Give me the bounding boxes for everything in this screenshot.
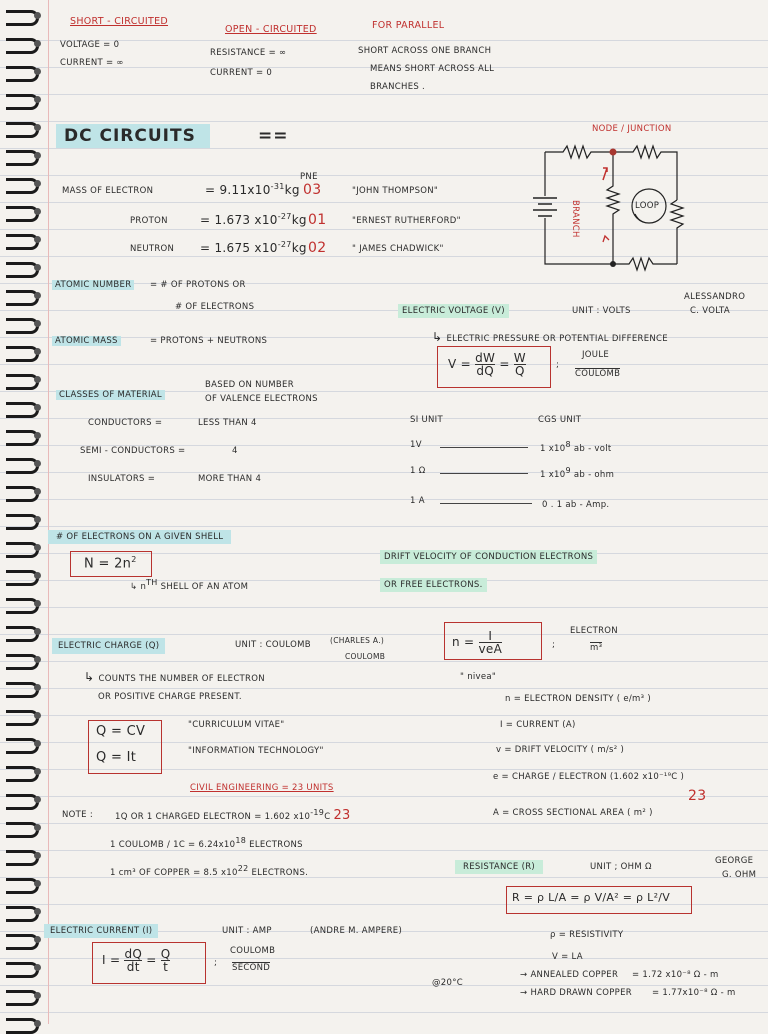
binding-coil (0, 64, 44, 82)
parallel-line-3: BRANCHES . (370, 82, 426, 92)
binding-coil (0, 92, 44, 110)
pne-label: PNE (300, 172, 318, 182)
drift-line-1: DRIFT VELOCITY OF CONDUCTION ELECTRONS (380, 550, 597, 564)
si-unit: 1 Ω (410, 466, 426, 476)
particle-label: PROTON (130, 216, 168, 226)
charge-formula-2: Q = It (96, 750, 137, 765)
binding-coil (0, 708, 44, 726)
binding-coil (0, 848, 44, 866)
si-unit-header: SI UNIT (410, 415, 443, 425)
atomic-number-def-2: # OF ELECTRONS (175, 302, 255, 312)
material-value: 4 (232, 446, 238, 456)
heading-mark: == (258, 126, 289, 146)
loop-label: LOOP (635, 201, 660, 211)
vla-def: V = LA (552, 952, 583, 962)
classes-note-2: OF VALENCE ELECTRONS (205, 394, 318, 404)
atomic-number-label: ATOMIC NUMBER (52, 280, 134, 290)
binding-coil (0, 988, 44, 1006)
short-line-2: CURRENT = ∞ (60, 58, 124, 68)
binding-coil (0, 512, 44, 530)
charge-desc-2: OR POSITIVE CHARGE PRESENT. (98, 692, 242, 702)
binding-coil (0, 344, 44, 362)
binding-coil (0, 596, 44, 614)
binding-coil (0, 736, 44, 754)
nivea-mnemonic: " nivea" (460, 672, 497, 682)
voltage-unit-joule: JOULE (582, 350, 610, 360)
voltage-desc: ↳ ELECTRIC PRESSURE OR POTENTIAL DIFFERENCE (432, 330, 668, 344)
voltage-label: ELECTRIC VOLTAGE (V) (398, 304, 509, 318)
binding-coil (0, 904, 44, 922)
binding-coil (0, 36, 44, 54)
particle-discoverer: "ERNEST RUTHERFORD" (352, 216, 461, 226)
binding-coil (0, 1016, 44, 1034)
binding-coil (0, 624, 44, 642)
unit-connector (440, 447, 528, 448)
definition-item: e = CHARGE / ELECTRON (1.602 x10⁻¹⁹C ) (493, 772, 685, 782)
binding-coil (0, 204, 44, 222)
notebook-page: SHORT - CIRCUITED VOLTAGE = 0 CURRENT = ∞ OPEN - CIRCUITED RESISTANCE = ∞ CURRENT = 0 FOR PARALLEL SHORT ACROSS ONE BRANCH MEANS SHORT ACROSS ALL BRANCHES . DC CIRCUITS == NODE / JUNCTION BRANCH LOOP PNE MASS OF ELECTRON = $9.11x10^{-31}kg$ 03 "JOHN THOMPSON" PROTON = 1.673 $x10^{-27}kg$ 01 "ERNEST RUTHERFORD" NEUTRON = 1.675 $x10^{-27}kg$ 02 " JAMES CHADWICK" ATOMIC NUMBER = # OF PROTONS OR # OF ELECTRONS ELECTRIC VOLTAGE (V) UNIT : VOLTS ALESSANDRO C. VOLTA ↳ ELECTRIC PRESSURE OR POTENTIAL DIFFERENCE V = $\frac{dW}{dQ}$ = $\frac{W}{Q}$ ; JOULE COULOMB ATOMIC MASS = PROTONS + NEUTRONS CLASSES OF MATERIAL BASED ON NUMBER OF VALENCE ELECTRONS CONDUCTORS = LESS THAN 4 SEMI - CONDUCTORS = 4 INSULATORS = MORE THAN 4 SI UNIT CGS UNIT 1V 1 $x10^8$ ab - volt 1 Ω 1 $x10^9$ ab - ohm 1 A 0 . 1 ab - Amp. # OF ELECTRONS ON A GIVEN SHELL $N = 2n^2$ ↳ $n^{TH}$ SHELL OF AN ATOM DRIFT VELOCITY OF CONDUCTION ELECTRONS OR FREE ELECTRONS. ELECTRIC CHARGE (Q) UNIT : COULOMB (CHARLES A.) COULOMB ↳ COUNTS THE NUMBER OF ELECTRON OR POSITIVE CHARGE PRESENT. Q = CV Q = It "CURRICULUM VITAE" "INFORMATION TECHNOLOGY" n = $\frac{I}{\text{veA}}$ ; ELECTRON m³ " nivea" n = ELECTRON DENSITY ( e/m³ ) I = CURRENT (A) v = DRIFT VELOCITY ( m/s² ) e = CHARGE / ELECTRON (1.602 x10⁻¹⁹C ) A = CROSS SECTIONAL AREA ( m² ) CIVIL ENGINEERING = 23 UNITS 23 NOTE : 1Q OR 1 CHARGED ELECTRON = 1.602 $x10^{-19}C$ 23 1 COULOMB / $1C = 6.24x10^{18}$ ELECTRONS 1 cm³ OF COPPER = 8.5 $x10^{22}$ ELECTRONS. RESISTANCE (R) UNIT ; OHM Ω GEORGE G. OHM R = ρ L/A = ρ V/A² = ρ L²/V ρ = RESISTIVITY V = LA @20°C → ANNEALED COPPER = 1.72 x10⁻⁸ Ω - m → HARD DRAWN COPPER = 1.77x10⁻⁸ Ω - m ELECTRIC CURRENT (I) UNIT : AMP (ANDRE M. AMPERE) I = $\frac{dQ}{dt}$ = $\frac{Q}{t}$ ; COULOMB SECOND (0, 0, 768, 1024)
cgs-unit: 1 $x10^8$ ab - volt (540, 440, 612, 454)
binding-coil (0, 652, 44, 670)
open-line-1: RESISTANCE = ∞ (210, 48, 287, 58)
resistance-who-1: GEORGE (715, 856, 754, 866)
particle-code: 01 (308, 212, 327, 228)
atomic-number-def-1: = # OF PROTONS OR (150, 280, 246, 290)
temperature-label: @20°C (432, 978, 464, 988)
particle-label: NEUTRON (130, 244, 175, 254)
civil-note: CIVIL ENGINEERING = 23 UNITS (190, 783, 334, 793)
material-value: MORE THAN 4 (198, 474, 262, 484)
copper-hard-value: = 1.77x10⁻⁸ Ω - m (652, 988, 736, 998)
voltage-who-1: ALESSANDRO (684, 292, 746, 302)
particle-discoverer: " JAMES CHADWICK" (352, 244, 444, 254)
voltage-unit: UNIT : VOLTS (572, 306, 631, 316)
binding-coil (0, 876, 44, 894)
si-unit: 1 A (410, 496, 425, 506)
material-value: LESS THAN 4 (198, 418, 257, 428)
material-name: INSULATORS = (88, 474, 156, 484)
unit-connector (440, 503, 532, 504)
voltage-formula: V = $\frac{dW}{dQ}$ = $\frac{W}{Q}$ (448, 351, 526, 378)
parallel-line-2: MEANS SHORT ACROSS ALL (370, 64, 495, 74)
short-title: SHORT - CIRCUITED (70, 16, 169, 27)
parallel-line-1: SHORT ACROSS ONE BRANCH (358, 46, 492, 56)
binding-coil (0, 820, 44, 838)
binding-coil (0, 568, 44, 586)
margin-line (48, 0, 49, 1024)
drift-line-2: OR FREE ELECTRONS. (380, 578, 487, 592)
voltage-unit-coulomb: COULOMB (575, 369, 621, 379)
definition-item: v = DRIFT VELOCITY ( m/s² ) (496, 745, 625, 755)
material-name: SEMI - CONDUCTORS = (80, 446, 186, 456)
particle-mass: = 1.673 $x10^{-27}kg$ (200, 212, 307, 227)
shell-note: ↳ $n^{TH}$ SHELL OF AN ATOM (130, 578, 249, 592)
current-label: ELECTRIC CURRENT (I) (44, 924, 158, 938)
binding-coil (0, 960, 44, 978)
charge-who-1: (CHARLES A.) (330, 636, 385, 645)
classes-label: CLASSES OF MATERIAL (56, 390, 165, 400)
note-line-2: 1 COULOMB / $1C = 6.24x10^{18}$ ELECTRONS (110, 836, 303, 850)
copper-annealed: → ANNEALED COPPER (520, 970, 619, 980)
particle-label: MASS OF ELECTRON (62, 186, 154, 196)
drift-formula: n = $\frac{I}{\text{veA}}$ (452, 629, 503, 656)
current-unit-coulomb: COULOMB (230, 946, 276, 956)
resistance-formula: R = ρ L/A = ρ V/A² = ρ L²/V (512, 891, 671, 904)
binding-coil (0, 232, 44, 250)
binding-coil (0, 792, 44, 810)
particle-code: 03 (303, 182, 322, 198)
open-line-2: CURRENT = 0 (210, 68, 273, 78)
material-name: CONDUCTORS = (88, 418, 163, 428)
note-line-1: 1Q OR 1 CHARGED ELECTRON = 1.602 $x10^{-19}C$ 23 (115, 808, 351, 823)
particle-code: 02 (308, 240, 327, 256)
binding-coil (0, 316, 44, 334)
short-line-1: VOLTAGE = 0 (60, 40, 120, 50)
cgs-unit: 1 $x10^9$ ab - ohm (540, 466, 615, 480)
binding-coil (0, 680, 44, 698)
shell-label: # OF ELECTRONS ON A GIVEN SHELL (48, 530, 231, 544)
page-title: DC CIRCUITS (56, 124, 210, 148)
charge-who-2: COULOMB (345, 652, 386, 661)
atomic-mass-value: = PROTONS + NEUTRONS (150, 336, 268, 346)
circuit-diagram (525, 140, 695, 275)
binding-coil (0, 260, 44, 278)
binding-coil (0, 288, 44, 306)
note-line-3: 1 cm³ OF COPPER = 8.5 $x10^{22}$ ELECTRONS. (110, 864, 309, 878)
binding-coil (0, 428, 44, 446)
binding-coil (0, 456, 44, 474)
resistivity-def: ρ = RESISTIVITY (550, 930, 624, 940)
binding-coil (0, 932, 44, 950)
current-unit-second: SECOND (232, 963, 271, 973)
binding-coil (0, 764, 44, 782)
current-unit: UNIT : AMP (222, 926, 272, 936)
shell-formula: $N = 2n^2$ (84, 555, 137, 572)
parallel-title: FOR PARALLEL (372, 20, 445, 31)
charge-label: ELECTRIC CHARGE (Q) (52, 638, 165, 654)
binding-coil (0, 372, 44, 390)
particle-mass: = $9.11x10^{-31}kg$ (205, 182, 300, 197)
current-formula: I = $\frac{dQ}{dt}$ = $\frac{Q}{t}$ (102, 947, 171, 974)
classes-note-1: BASED ON NUMBER (205, 380, 294, 390)
particle-discoverer: "JOHN THOMPSON" (352, 186, 439, 196)
binding-coil (0, 148, 44, 166)
binding-coil (0, 540, 44, 558)
resistance-label: RESISTANCE (R) (455, 860, 543, 874)
current-who: (ANDRE M. AMPERE) (310, 926, 403, 936)
binding-coil (0, 120, 44, 138)
definition-item: n = ELECTRON DENSITY ( e/m³ ) (505, 694, 651, 704)
unit-connector (440, 473, 528, 474)
particle-mass: = 1.675 $x10^{-27}kg$ (200, 240, 307, 255)
definition-item: I = CURRENT (A) (500, 720, 576, 730)
charge-formula-1: Q = CV (96, 724, 146, 739)
cgs-unit-header: CGS UNIT (538, 415, 582, 425)
note-label: NOTE : (62, 810, 93, 820)
charge-desc-1: ↳ COUNTS THE NUMBER OF ELECTRON (84, 670, 265, 684)
binding-coil (0, 8, 44, 26)
binding-coil (0, 176, 44, 194)
charge-mnemonic-1: "CURRICULUM VITAE" (188, 720, 285, 730)
charge-mnemonic-2: "INFORMATION TECHNOLOGY" (188, 746, 324, 756)
open-title: OPEN - CIRCUITED (225, 24, 317, 35)
copper-hard: → HARD DRAWN COPPER (520, 988, 632, 998)
atomic-mass-label: ATOMIC MASS (52, 336, 121, 346)
binding-coil (0, 400, 44, 418)
resistance-unit: UNIT ; OHM Ω (590, 862, 652, 872)
resistance-who-2: G. OHM (722, 870, 757, 880)
civil-number: 23 (688, 788, 707, 804)
si-unit: 1V (410, 440, 422, 450)
drift-unit-m3: m³ (590, 643, 603, 653)
drift-unit-electron: ELECTRON (570, 626, 618, 636)
definition-item: A = CROSS SECTIONAL AREA ( m² ) (493, 808, 653, 818)
cgs-unit: 0 . 1 ab - Amp. (542, 499, 610, 510)
voltage-who-2: C. VOLTA (690, 306, 731, 316)
copper-annealed-value: = 1.72 x10⁻⁸ Ω - m (632, 970, 719, 980)
branch-label: BRANCH (570, 200, 580, 238)
charge-unit: UNIT : COULOMB (235, 640, 311, 650)
binding-coil (0, 484, 44, 502)
node-label: NODE / JUNCTION (592, 124, 672, 134)
